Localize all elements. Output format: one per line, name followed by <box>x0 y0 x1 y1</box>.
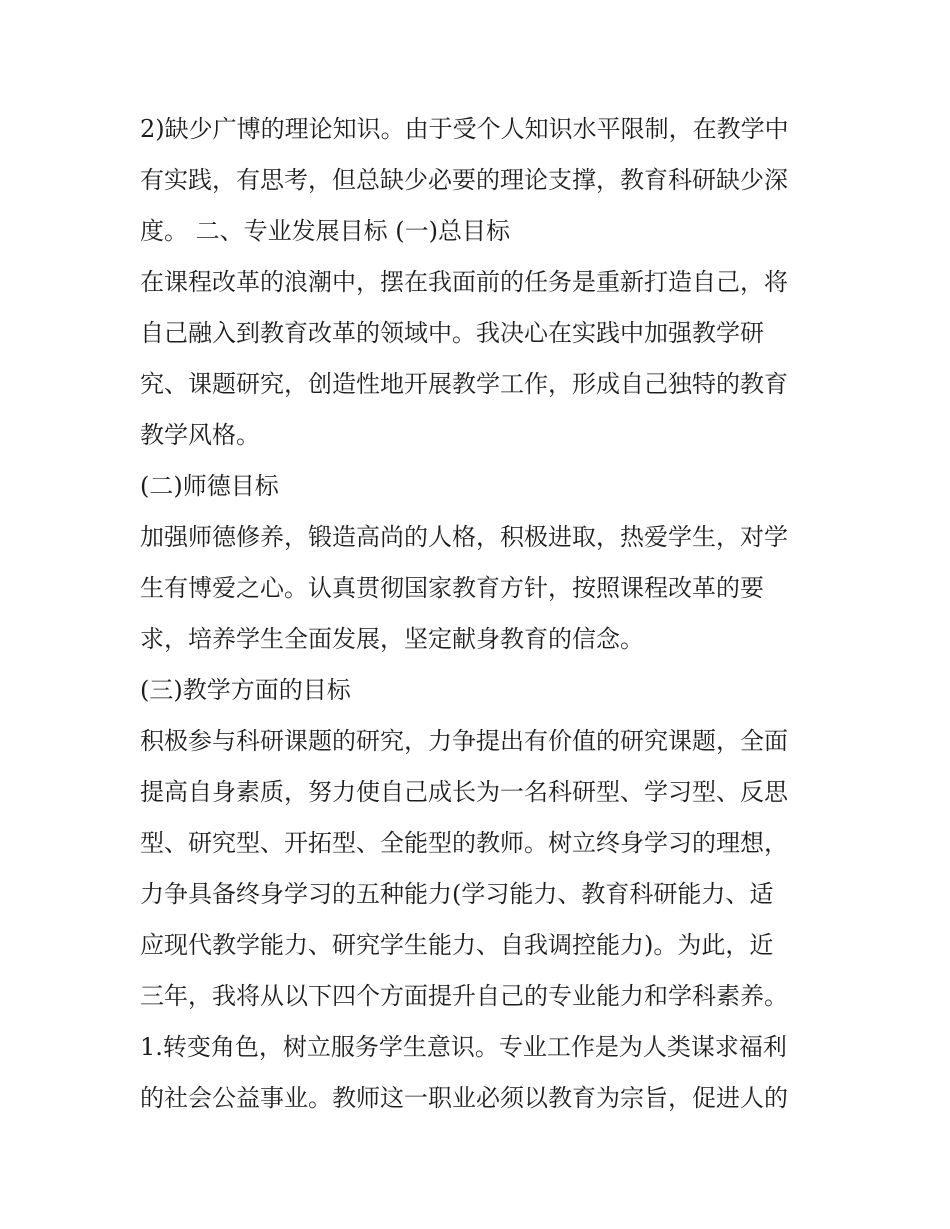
text-line: 提高自身素质，努力使自己成长为一名科研型、学习型、反思 <box>140 778 788 806</box>
text-line: 应现代教学能力、研究学生能力、自我调控能力)。为此，近 <box>140 931 774 959</box>
subsection-heading: (二)师德目标 <box>140 472 279 500</box>
document-body <box>140 104 820 1124</box>
text-line: 自己融入到教育改革的领域中。我决心在实践中加强教学研 <box>140 319 764 347</box>
text-line: 1.转变角色，树立服务学生意识。专业工作是为人类谋求福利 <box>140 1033 787 1061</box>
subsection-heading: (三)教学方面的目标 <box>140 676 351 704</box>
text-line: 型、研究型、开拓型、全能型的教师。树立终身学习的理想， <box>140 829 788 857</box>
section-heading-line: 度。 二、专业发展目标 (一)总目标 <box>140 217 510 245</box>
text-line: 求，培养学生全面发展，坚定献身教育的信念。 <box>140 625 644 653</box>
text-line: 在课程改革的浪潮中，摆在我面前的任务是重新打造自己，将 <box>140 268 788 296</box>
text-line: 教学风格。 <box>140 421 260 449</box>
text-line: 力争具备终身学习的五种能力(学习能力、教育科研能力、适 <box>140 880 774 908</box>
text-line: 三年，我将从以下四个方面提升自己的专业能力和学科素养。 <box>140 982 788 1010</box>
text-line: 2)缺少广博的理论知识。由于受个人知识水平限制，在教学中 <box>140 115 789 143</box>
text-line: 的社会公益事业。教师这一职业必须以教育为宗旨，促进人的 <box>140 1084 788 1112</box>
text-line: 有实践，有思考，但总缺少必要的理论支撑，教育科研缺少深 <box>140 166 788 194</box>
text-line: 究、课题研究，创造性地开展教学工作，形成自己独特的教育 <box>140 370 788 398</box>
text-line: 加强师德修养，锻造高尚的人格，积极进取，热爱学生，对学 <box>140 523 788 551</box>
text-line: 生有博爱之心。认真贯彻国家教育方针，按照课程改革的要 <box>140 574 764 602</box>
text-line: 积极参与科研课题的研究，力争提出有价值的研究课题，全面 <box>140 727 788 755</box>
